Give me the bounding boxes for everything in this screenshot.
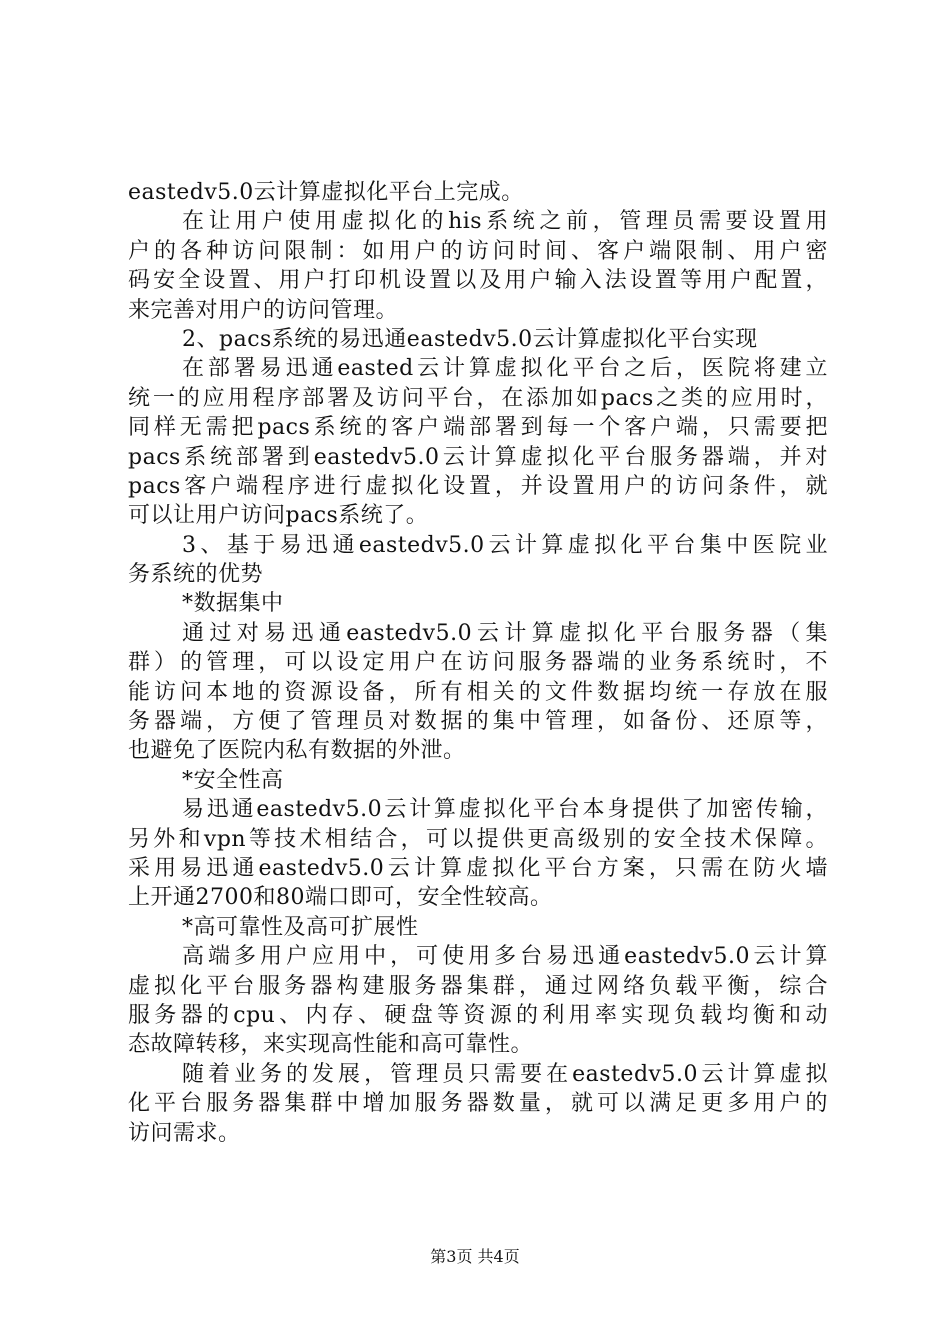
text-line: 易迅通eastedv5.0云计算虚拟化平台本身提供了加密传输， bbox=[182, 797, 828, 823]
text-line: 可以让用户访问pacs系统了。 bbox=[128, 503, 429, 529]
text-line: 在让用户使用虚拟化的his系统之前，管理员需要设置用 bbox=[182, 209, 828, 235]
text-line: 在部署易迅通easted云计算虚拟化平台之后，医院将建立 bbox=[182, 356, 828, 382]
text-line: 务器端，方便了管理员对数据的集中管理，如备份、还原等， bbox=[128, 709, 828, 735]
text-line: 统一的应用程序部署及访问平台，在添加如pacs之类的应用时， bbox=[128, 385, 828, 411]
text-line: 化平台服务器集群中增加服务器数量，就可以满足更多用户的 bbox=[128, 1091, 828, 1117]
text-line: 码安全设置、用户打印机设置以及用户输入法设置等用户配置， bbox=[128, 268, 828, 294]
text-line: *安全性高 bbox=[182, 767, 284, 793]
text-line: 2、pacs系统的易迅通eastedv5.0云计算虚拟化平台实现 bbox=[182, 326, 758, 352]
page-footer: 第3页 共4页 bbox=[430, 1247, 520, 1266]
text-line: 虚拟化平台服务器构建服务器集群，通过网络负载平衡，综合 bbox=[128, 973, 828, 999]
text-line: 高端多用户应用中，可使用多台易迅通eastedv5.0云计算 bbox=[182, 944, 828, 970]
text-line: *数据集中 bbox=[182, 591, 284, 617]
text-line: *高可靠性及高可扩展性 bbox=[182, 914, 419, 940]
text-line: 上开通2700和80端口即可，安全性较高。 bbox=[128, 885, 553, 911]
text-line: eastedv5.0云计算虚拟化平台上完成。 bbox=[128, 180, 524, 205]
text-line: 采用易迅通eastedv5.0云计算虚拟化平台方案，只需在防火墙 bbox=[128, 855, 828, 881]
text-line: 3、基于易迅通eastedv5.0云计算虚拟化平台集中医院业 bbox=[182, 532, 828, 558]
text-line: 通过对易迅通eastedv5.0云计算虚拟化平台服务器（集 bbox=[182, 620, 828, 646]
text-line: pacs客户端程序进行虚拟化设置，并设置用户的访问条件，就 bbox=[128, 473, 828, 499]
text-line: 务系统的优势 bbox=[128, 562, 264, 588]
text-line: 态故障转移，来实现高性能和高可靠性。 bbox=[128, 1032, 534, 1058]
text-line: 群）的管理，可以设定用户在访问服务器端的业务系统时，不 bbox=[128, 650, 828, 676]
text-line: 服务器的cpu、内存、硬盘等资源的利用率实现负载均衡和动 bbox=[128, 1002, 828, 1028]
text-line: 访问需求。 bbox=[128, 1120, 241, 1146]
text-line: pacs系统部署到eastedv5.0云计算虚拟化平台服务器端，并对 bbox=[128, 444, 828, 470]
text-line: 来完善对用户的访问管理。 bbox=[128, 297, 399, 323]
text-line: 随着业务的发展，管理员只需要在eastedv5.0云计算虚拟 bbox=[182, 1061, 828, 1087]
text-line: 能访问本地的资源设备，所有相关的文件数据均统一存放在服 bbox=[128, 679, 828, 705]
text-line: 另外和vpn等技术相结合，可以提供更高级别的安全技术保障。 bbox=[128, 826, 828, 852]
text-line: 也避免了医院内私有数据的外泄。 bbox=[128, 738, 466, 764]
document-body bbox=[128, 178, 828, 1148]
text-line: 同样无需把pacs系统的客户端部署到每一个客户端，只需要把 bbox=[128, 415, 828, 441]
text-line: 户的各种访问限制：如用户的访问时间、客户端限制、用户密 bbox=[128, 238, 828, 264]
